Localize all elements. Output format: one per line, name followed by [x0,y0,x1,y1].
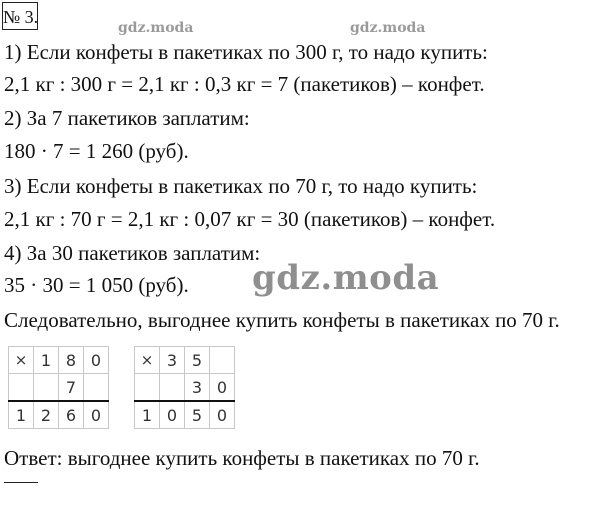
solution-line: 35 · 30 = 1 050 (руб). [4,273,189,297]
digit-cell [84,374,109,402]
problem-number: № 3. [2,2,38,30]
multiplication-35-by-30 [134,346,235,429]
digit-cell [9,374,34,402]
digit-cell: 5 [185,401,210,429]
digit-cell: 2 [34,401,59,429]
digit-cell: 0 [160,401,185,429]
digit-cell [135,374,160,402]
solution-line: 1) Если конфеты в пакетиках по 300 г, то надо купить: [4,40,488,64]
conclusion-line: Следовательно, выгоднее купить конфеты в пакетиках по 70 г. [4,308,560,332]
digit-cell: 0 [84,347,109,374]
digit-cell [210,347,235,374]
digit-cell [160,374,185,402]
solution-line: 2,1 кг : 70 г = 2,1 кг : 0,07 кг = 30 (пакетиков) – конфет. [4,207,496,231]
digit-cell: 3 [185,374,210,402]
digit-cell: 5 [185,347,210,374]
watermark: gdz.moda [118,20,194,36]
multiply-sign: × [135,347,160,374]
digit-cell: 1 [9,401,34,429]
solution-line: 4) За 30 пакетиков заплатим: [4,241,261,265]
answer-line: Ответ: выгоднее купить конфеты в пакетиках по 70 г. [4,446,480,470]
digit-cell: 1 [135,401,160,429]
multiplication-180-by-7 [8,346,109,429]
solution-line: 3) Если конфеты в пакетиках по 70 г, то надо купить: [4,174,478,198]
watermark: gdz.moda [350,20,426,36]
digit-cell: 0 [210,374,235,402]
watermark-large: gdz.moda [252,258,440,298]
solution-line: 2) За 7 пакетиков заплатим: [4,106,250,130]
solution-line: 2,1 кг : 300 г = 2,1 кг : 0,3 кг = 7 (пакетиков) – конфет. [4,72,485,96]
next-problem-box [4,482,38,517]
digit-cell [34,374,59,402]
digit-cell: 1 [34,347,59,374]
digit-cell: 0 [84,401,109,429]
digit-cell: 8 [59,347,84,374]
digit-cell: 6 [59,401,84,429]
digit-cell: 7 [59,374,84,402]
digit-cell: 3 [160,347,185,374]
solution-line: 180 · 7 = 1 260 (руб). [4,139,189,163]
multiply-sign: × [9,347,34,374]
digit-cell: 0 [210,401,235,429]
